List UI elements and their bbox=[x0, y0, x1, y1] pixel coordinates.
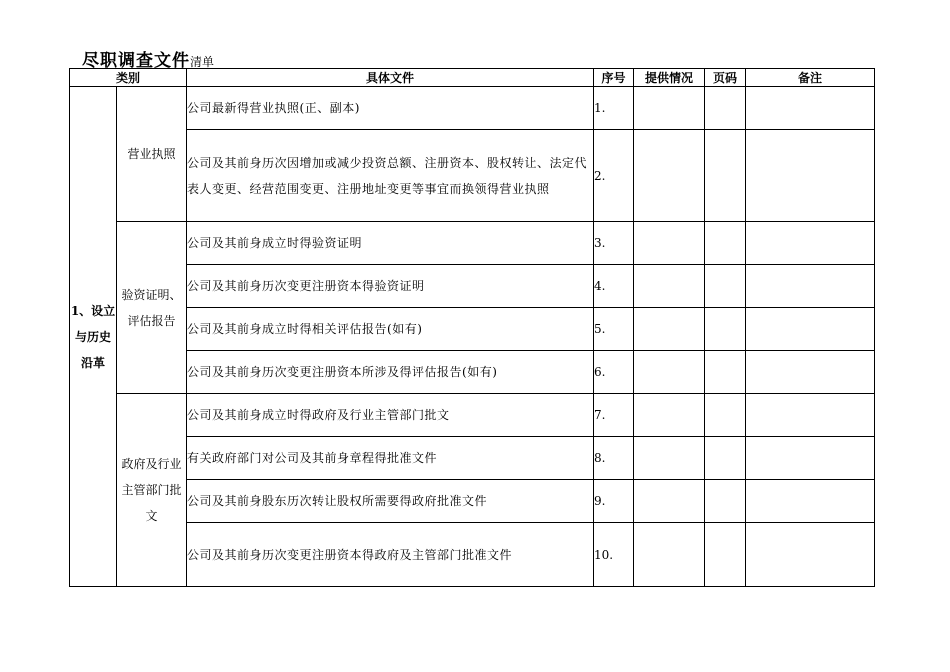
remark-cell[interactable] bbox=[746, 308, 875, 351]
table-row bbox=[70, 130, 875, 222]
file-cell: 公司及其前身历次变更注册资本得验资证明 bbox=[187, 265, 594, 308]
provided-cell[interactable] bbox=[634, 523, 705, 587]
remark-cell[interactable] bbox=[746, 265, 875, 308]
header-file: 具体文件 bbox=[187, 69, 594, 87]
page-cell[interactable] bbox=[705, 308, 746, 351]
provided-cell[interactable] bbox=[634, 394, 705, 437]
remark-cell[interactable] bbox=[746, 523, 875, 587]
provided-cell[interactable] bbox=[634, 130, 705, 222]
provided-cell[interactable] bbox=[634, 480, 705, 523]
table-row bbox=[70, 394, 875, 437]
table-row bbox=[70, 351, 875, 394]
remark-cell[interactable] bbox=[746, 394, 875, 437]
file-cell: 公司及其前身成立时得验资证明 bbox=[187, 222, 594, 265]
page-cell[interactable] bbox=[705, 130, 746, 222]
file-cell: 公司及其前身股东历次转让股权所需要得政府批准文件 bbox=[187, 480, 594, 523]
seq-cell: 6. bbox=[594, 351, 634, 394]
page-cell[interactable] bbox=[705, 87, 746, 130]
due-diligence-table bbox=[69, 68, 875, 587]
page-cell[interactable] bbox=[705, 351, 746, 394]
group-label-government-approval: 政府及行业主管部门批文 bbox=[117, 394, 187, 587]
remark-cell[interactable] bbox=[746, 351, 875, 394]
page-cell[interactable] bbox=[705, 523, 746, 587]
header-page: 页码 bbox=[705, 69, 746, 87]
header-remark: 备注 bbox=[746, 69, 875, 87]
header-provided: 提供情况 bbox=[634, 69, 705, 87]
provided-cell[interactable] bbox=[634, 351, 705, 394]
table-row bbox=[70, 308, 875, 351]
seq-cell: 10. bbox=[594, 523, 634, 587]
remark-cell[interactable] bbox=[746, 222, 875, 265]
provided-cell[interactable] bbox=[634, 437, 705, 480]
seq-cell: 5. bbox=[594, 308, 634, 351]
file-cell: 公司及其前身成立时得相关评估报告(如有) bbox=[187, 308, 594, 351]
seq-cell: 1. bbox=[594, 87, 634, 130]
title-suffix: 清单 bbox=[190, 55, 215, 69]
file-cell: 公司及其前身历次变更注册资本所涉及得评估报告(如有) bbox=[187, 351, 594, 394]
seq-cell: 9. bbox=[594, 480, 634, 523]
remark-cell[interactable] bbox=[746, 437, 875, 480]
remark-cell[interactable] bbox=[746, 87, 875, 130]
provided-cell[interactable] bbox=[634, 308, 705, 351]
file-cell: 公司最新得营业执照(正、副本) bbox=[187, 87, 594, 130]
file-cell: 公司及其前身历次因增加或减少投资总额、注册资本、股权转让、法定代表人变更、经营范围变更、注册地址变更等事宜而换领得营业执照 bbox=[187, 130, 594, 222]
header-seq: 序号 bbox=[594, 69, 634, 87]
section-label: 1、设立与历史沿革 bbox=[70, 87, 117, 587]
remark-cell[interactable] bbox=[746, 480, 875, 523]
table-row bbox=[70, 480, 875, 523]
title-main: 尽职调查文件 bbox=[82, 51, 190, 71]
group-label-business-license: 营业执照 bbox=[117, 87, 187, 222]
header-row bbox=[70, 69, 875, 87]
header-category: 类别 bbox=[70, 69, 187, 87]
table-row bbox=[70, 265, 875, 308]
page-cell[interactable] bbox=[705, 480, 746, 523]
table-row bbox=[70, 222, 875, 265]
seq-cell: 3. bbox=[594, 222, 634, 265]
file-cell: 公司及其前身成立时得政府及行业主管部门批文 bbox=[187, 394, 594, 437]
seq-cell: 8. bbox=[594, 437, 634, 480]
provided-cell[interactable] bbox=[634, 87, 705, 130]
table-row bbox=[70, 523, 875, 587]
page-cell[interactable] bbox=[705, 265, 746, 308]
remark-cell[interactable] bbox=[746, 130, 875, 222]
page-cell[interactable] bbox=[705, 394, 746, 437]
table-row bbox=[70, 437, 875, 480]
file-cell: 公司及其前身历次变更注册资本得政府及主管部门批准文件 bbox=[187, 523, 594, 587]
seq-cell: 4. bbox=[594, 265, 634, 308]
page-cell[interactable] bbox=[705, 222, 746, 265]
seq-cell: 7. bbox=[594, 394, 634, 437]
group-label-capital-verification: 验资证明、评估报告 bbox=[117, 222, 187, 394]
provided-cell[interactable] bbox=[634, 222, 705, 265]
file-cell: 有关政府部门对公司及其前身章程得批准文件 bbox=[187, 437, 594, 480]
page-cell[interactable] bbox=[705, 437, 746, 480]
seq-cell: 2. bbox=[594, 130, 634, 222]
table-row bbox=[70, 87, 875, 130]
provided-cell[interactable] bbox=[634, 265, 705, 308]
